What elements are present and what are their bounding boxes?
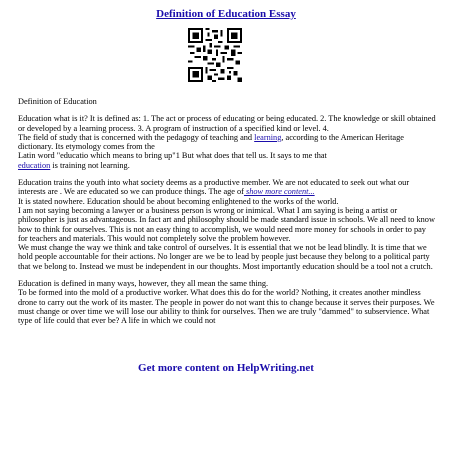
paragraph-1-text-e: is training not learning. [50, 160, 130, 170]
helpwriting-link[interactable]: Get more content on HelpWriting.net [138, 362, 314, 374]
paragraph-2-text-d: We must change the way we think and take control of ourselves. It is essential that we not be lead blindly. It is time that we hold people accountable for their actions. No longer are we be to lead by people just because they belong to a political party that we belong to. Instead we must be independent in our thoughts. Most importantly education should be a tool not a crutch. [18, 243, 433, 271]
paragraph-2 [18, 178, 436, 271]
paragraph-1-text-a: Education what is it? It is defined as: 1. The act or process of educating or being educated. 2. The knowledge or skill obtained or developed by a learning process. 3. A program of instruction of a specified kind or level. 4. [18, 114, 436, 133]
paragraph-2-text-b: It is stated nowhere. Education should be about becoming enlightened to the works of the world. [18, 196, 339, 206]
essay-body [18, 97, 436, 326]
document-title[interactable]: Definition of Education Essay [156, 8, 296, 20]
paragraph-1-text-d: Latin word "educatio which means to bring up"1 But what does that tell us. It says to me that [18, 151, 327, 161]
paragraph-1-text-b: The field of study that is concerned with the pedagogy of teaching and [18, 132, 255, 142]
show-more-link[interactable]: show more content... [243, 187, 315, 197]
qr-code-icon [188, 28, 242, 82]
essay-heading: Definition of Education [18, 97, 97, 106]
paragraph-3 [18, 279, 436, 325]
paragraph-1 [18, 114, 436, 170]
paragraph-3-text-a: Education is defined in many ways, however, they all mean the same thing. [18, 279, 269, 289]
paragraph-2-text-c: I am not saying becoming a lawyer or a business person is wrong or inimical. What I am saying is being a artist or philosopher is just as advantageous. In fact art and philosophy should be made standard issue in schools. We all need to know how to think for ourselves. This is not an easy thing to accomplish, we would need more money for schools in order to pay for teachers and materials. This would not completely solve the problem however. [18, 205, 435, 243]
education-link[interactable]: education [18, 160, 51, 170]
learning-link[interactable]: learning [254, 132, 282, 142]
paragraph-1-text-c: , according to the American Heritage dictionary. Its etymology comes from the [18, 132, 404, 152]
paragraph-3-text-b: To be formed into the mold of a productive worker. What does this do for the world? Nothing, it creates another mindless drone to carry out the work of its master. The people in power do not want this to change because it serves their purposes. We must change or over time we will lose our ability to think for ourselves. Then we are truly "dammed" to subservience. What type of life could that ever be? A life in which we could not [18, 288, 435, 326]
paragraph-2-text-a: Education trains the youth into what society deems as a productive member. We are not educated to seek out what our interests are . We are educated so we can produce things. The age of [18, 178, 410, 197]
